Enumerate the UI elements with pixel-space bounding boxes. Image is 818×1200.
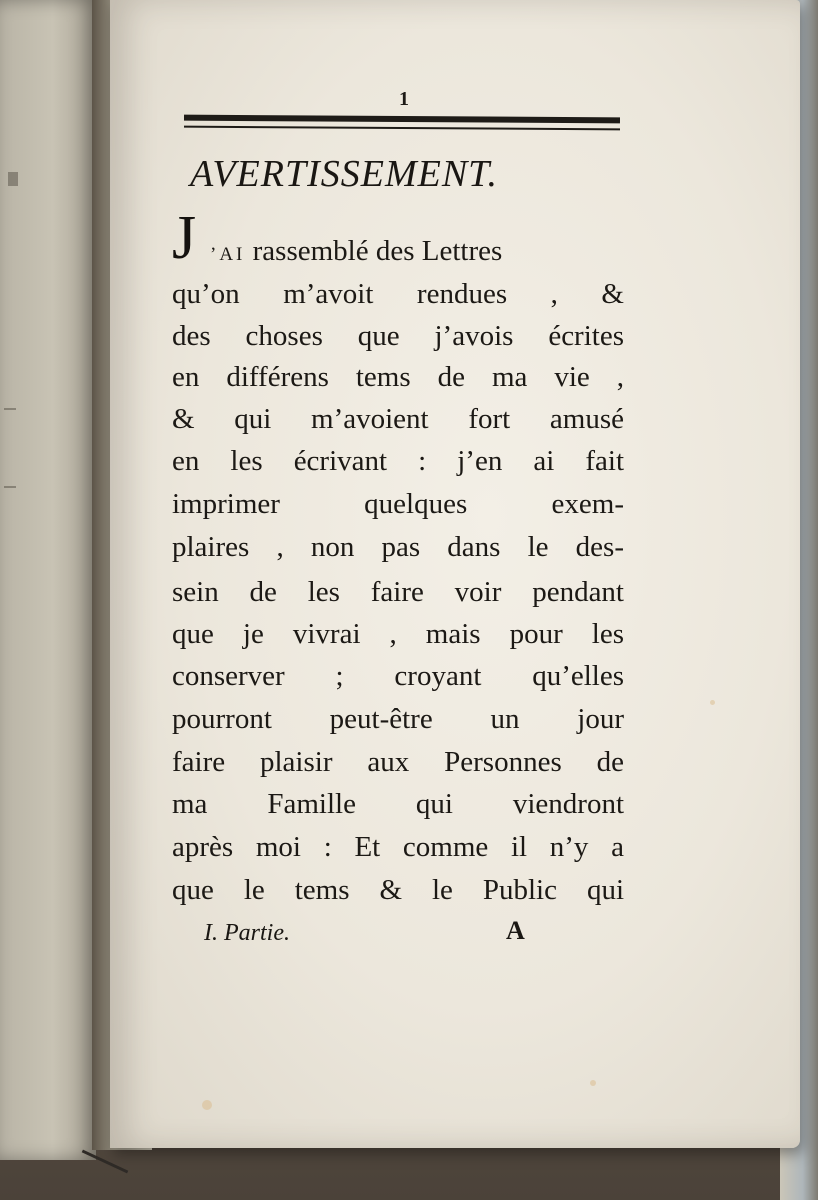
first-line-rest: rassemblé des Lettres — [252, 235, 503, 267]
text-line: sein de les faire voir pendant — [172, 576, 624, 608]
bleed-through-mark — [8, 172, 18, 186]
text-line: en les écrivant : j’en ai fait — [172, 445, 624, 477]
first-line-smallcaps: ’AI — [210, 244, 246, 265]
text-line: plaires , non pas dans le des- — [172, 531, 624, 563]
text-line: faire plaisir aux Personnes de — [172, 746, 624, 778]
bleed-through-mark — [4, 408, 16, 410]
text-line: que je vivrai , mais pour les — [172, 618, 624, 650]
text-line: ma Famille qui viendront — [172, 788, 624, 820]
gathering-mark: A — [506, 916, 525, 945]
text-line: pourront peut-être un jour — [172, 703, 624, 735]
text-line: imprimer quelques exem- — [172, 488, 624, 520]
text-line: après moi : Et comme il n’y a — [172, 831, 624, 863]
text-line: qu’on m’avoit rendues , & — [172, 278, 624, 310]
signature-line: I. Partie. — [204, 920, 290, 946]
foxing-spot — [710, 700, 715, 705]
text-line: & qui m’avoient fort amusé — [172, 403, 624, 435]
page-number: 1 — [399, 88, 409, 110]
text-line: que le tems & le Public qui — [172, 874, 624, 906]
foxing-spot — [590, 1080, 596, 1086]
first-text-line — [210, 235, 502, 268]
text-line: des choses que j’avois écrites — [172, 320, 624, 352]
left-page-edge — [0, 0, 96, 1160]
page-heading: AVERTISSEMENT. — [190, 153, 498, 195]
bleed-through-mark — [4, 486, 16, 488]
text-line: en différens tems de ma vie , — [172, 361, 624, 393]
text-line: conserver ; croyant qu’elles — [172, 660, 624, 692]
drop-cap: J — [172, 204, 197, 272]
foxing-spot — [202, 1100, 212, 1110]
